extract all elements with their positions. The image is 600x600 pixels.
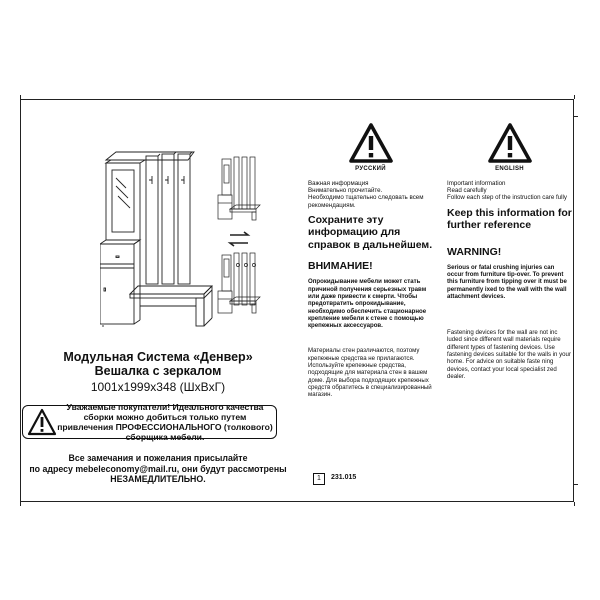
warning-text: Serious or fatal crushing injuries can occur from furniture tip-over. To prevent this furniture from tipping over it must be permanently ixed to the wall with the wall attachment devices. (447, 263, 567, 300)
notice-text: Уважаемые покупатели! Идеального качества сборки можно добиться только путем привлечения ПРОФЕССИОНАЛЬНОГО (толкового) сборщика мебели. (57, 402, 273, 442)
language-label: РУССКИЙ (355, 166, 386, 172)
contact-line-1: Все замечания и пожелания присылайте (68, 453, 248, 463)
product-subtitle: Вешалка с зеркалом (94, 364, 222, 378)
document-code: 231.015 (331, 474, 357, 481)
assembly-notice (22, 402, 277, 442)
fastening-text: Fastening devices for the wall are not inc luded since different wall materials require different types of fastening devices. Use fastening devices suitable for the walls in your home. For advice on suitable faste ning devices, contact your local specialist zed dealer. (447, 329, 571, 380)
product-info (20, 350, 296, 395)
keep-info-heading: Keep this information for further reference (447, 206, 572, 232)
keep-info-heading: Сохраните эту информацию для справок в дальнейшем. (308, 213, 433, 251)
assembly-views-drawing (216, 155, 266, 315)
crop-mark (20, 502, 21, 506)
important-info: Important information Read carefully Follow each step of the instruction care fully (447, 180, 568, 202)
product-title: Модульная Система «Денвер» (63, 350, 253, 364)
warning-heading: ВНИМАНИЕ! (308, 260, 373, 273)
warning-heading: WARNING! (447, 245, 502, 258)
furniture-drawing (100, 148, 216, 328)
contact-line-2: по адресу mebeleconomy@mail.ru, они будут рассмотрены (29, 463, 287, 474)
warning-triangle-icon (348, 122, 394, 164)
contact-line-3: НЕЗАМЕДЛИТЕЛЬНО. (110, 474, 206, 484)
fastening-text: Материалы стен различаются, поэтому крепежные средства не прилагаются. Используйте крепежные средства, подходящие для материала стен в вашем доме. Для выбора подходящих крепежных средств обратитесь в специализированный магазин. (308, 347, 432, 399)
contact-info (20, 453, 296, 485)
russian-column (308, 122, 433, 398)
crop-mark (574, 502, 575, 506)
page-number: 1 (313, 473, 325, 485)
crop-mark (20, 95, 21, 99)
crop-mark (574, 484, 578, 485)
language-label: ENGLISH (495, 166, 524, 172)
crop-mark (574, 95, 575, 99)
warning-text: Опрокидывание мебели может стать причиной получения серьезных травм или даже привести к смерти. Чтобы предотвратить опрокидывание, необходимо обеспечить стационарное крепление мебели к стене с помощью крепежных аксессуаров. (308, 278, 427, 330)
important-info: Важная информация Внимательно прочитайте. Необходимо тщательно следовать всем рекомендациям. (308, 180, 424, 209)
warning-triangle-icon (487, 122, 533, 164)
crop-mark (574, 116, 578, 117)
english-column (447, 122, 572, 380)
product-dimensions: 1001x1999x348 (ШxВxГ) (90, 380, 226, 394)
warning-triangle-icon (27, 408, 57, 436)
